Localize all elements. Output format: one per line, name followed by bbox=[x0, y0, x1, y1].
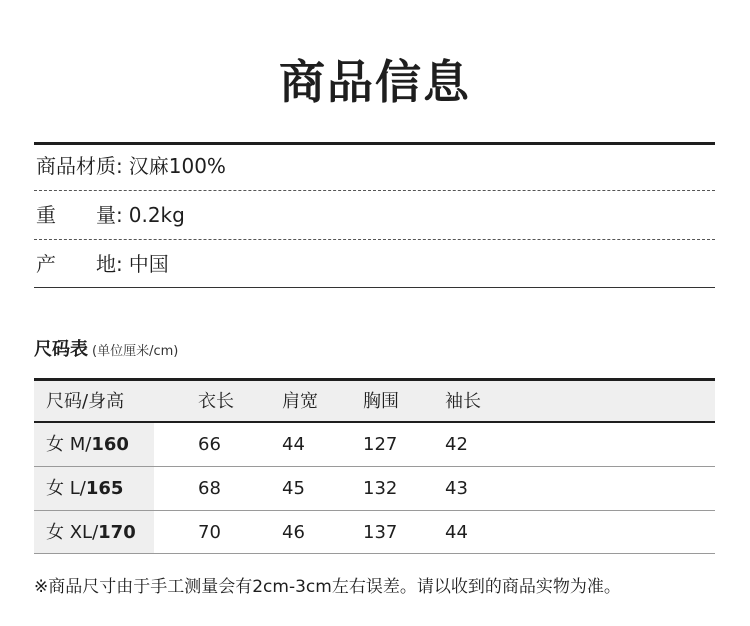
row-divider bbox=[34, 553, 715, 554]
header-length: 衣长 bbox=[198, 391, 234, 412]
table-cell: 43 bbox=[445, 478, 468, 499]
table-cell: 68 bbox=[198, 478, 221, 499]
table-cell: 66 bbox=[198, 434, 221, 455]
table-cell: 132 bbox=[363, 478, 398, 499]
header-sleeve: 袖长 bbox=[445, 391, 481, 412]
size-table-heading bbox=[34, 337, 178, 365]
info-row-material: 商品材质: 汉麻100% bbox=[36, 143, 715, 189]
header-shoulder: 肩宽 bbox=[282, 391, 318, 412]
table-row-label: 女 XL/170 bbox=[46, 522, 136, 543]
header-chest: 胸围 bbox=[363, 391, 399, 412]
size-table-title: 尺码表 bbox=[34, 339, 88, 360]
table-row-label: 女 M/160 bbox=[46, 434, 129, 455]
weight-label-char-2: 量 bbox=[96, 203, 116, 227]
origin-value: 中国 bbox=[128, 252, 169, 276]
info-row-origin: 产 地: 中国 bbox=[36, 241, 715, 287]
weight-label-char-1: 重 bbox=[36, 203, 56, 227]
table-cell: 44 bbox=[282, 434, 305, 455]
page-title: 商品信息 bbox=[279, 55, 471, 109]
size-table-unit: (单位厘米/cm) bbox=[92, 344, 179, 359]
info-row-weight: 重 量: 0.2kg bbox=[36, 192, 715, 238]
table-cell: 45 bbox=[282, 478, 305, 499]
origin-label-char-1: 产 bbox=[36, 252, 56, 276]
header-size: 尺码/身高 bbox=[46, 391, 125, 412]
table-cell: 70 bbox=[198, 522, 221, 543]
table-row-label: 女 L/165 bbox=[46, 478, 124, 499]
material-label: 商品材质 bbox=[36, 154, 116, 178]
table-cell: 137 bbox=[363, 522, 398, 543]
table-cell: 127 bbox=[363, 434, 398, 455]
origin-label-char-2: 地 bbox=[96, 252, 116, 276]
material-value: 汉麻100% bbox=[128, 154, 226, 178]
divider bbox=[34, 287, 715, 288]
divider bbox=[34, 190, 715, 191]
divider bbox=[34, 239, 715, 240]
table-cell: 42 bbox=[445, 434, 468, 455]
table-cell: 46 bbox=[282, 522, 305, 543]
measurement-note: ※商品尺寸由于手工测量会有2cm-3cm左右误差。请以收到的商品实物为准。 bbox=[34, 577, 621, 597]
table-cell: 44 bbox=[445, 522, 468, 543]
weight-value: 0.2kg bbox=[128, 203, 185, 227]
